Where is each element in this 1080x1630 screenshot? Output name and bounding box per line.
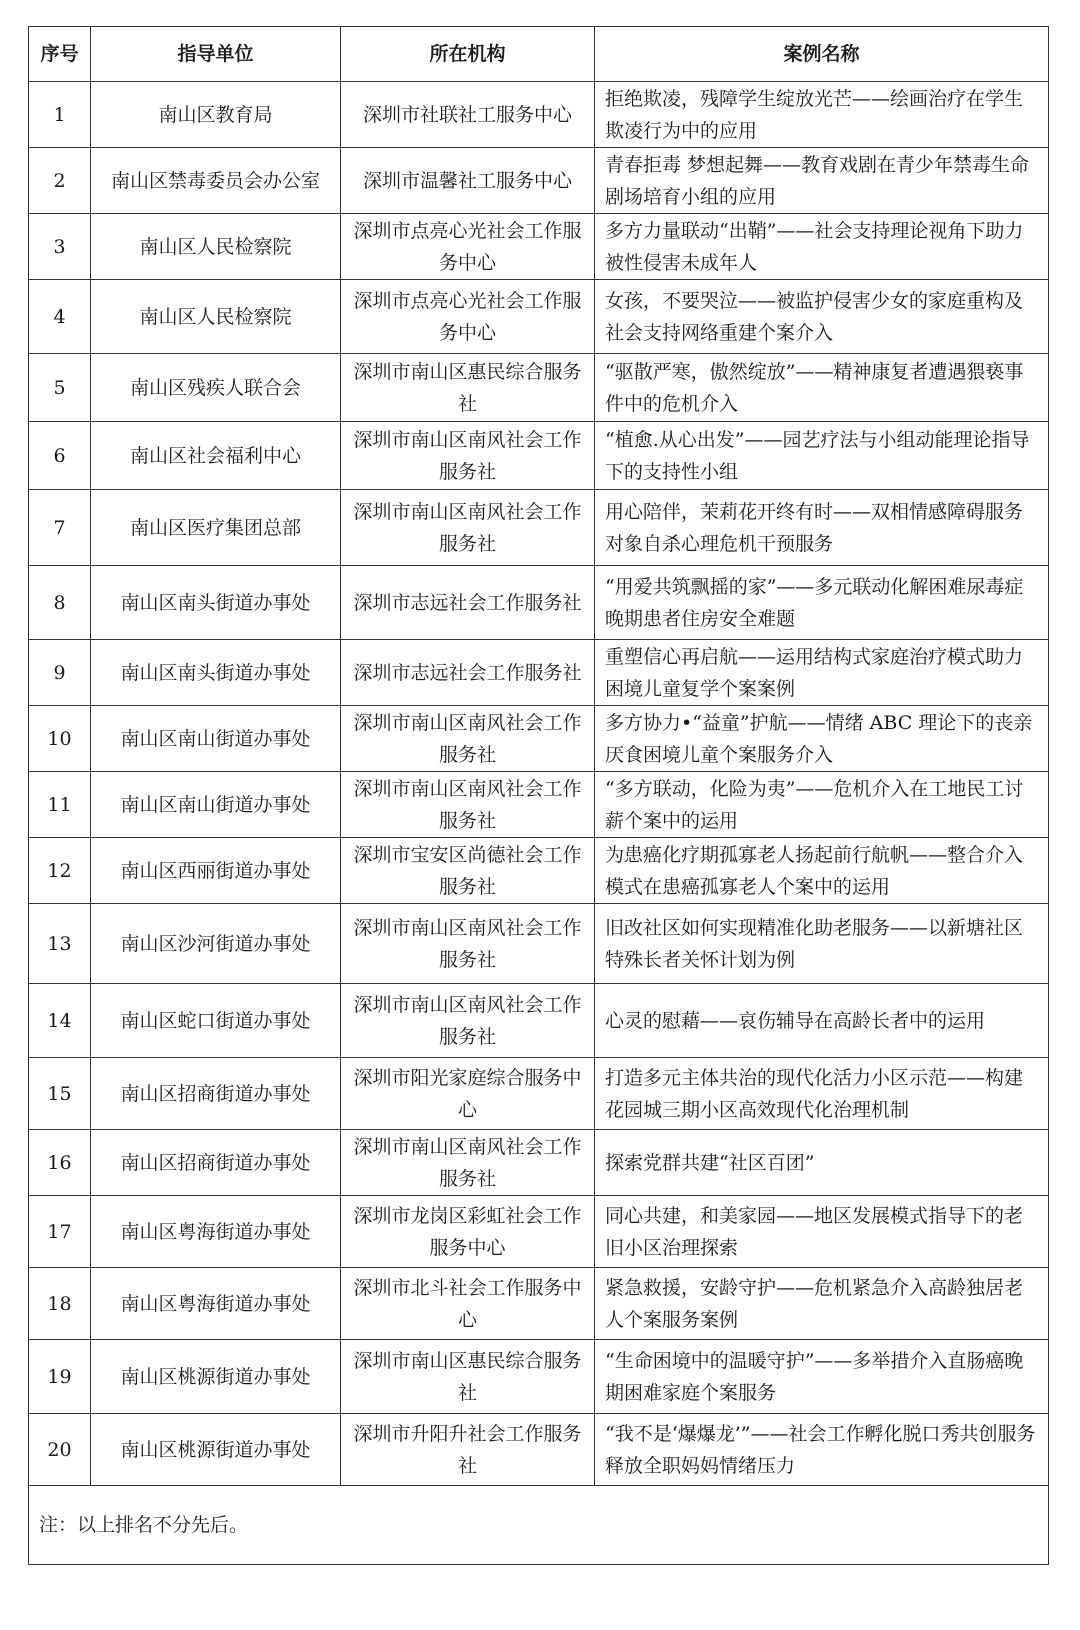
row-guiding-unit: 南山区残疾人联合会 <box>91 354 341 422</box>
table-row <box>29 82 1049 148</box>
row-organization: 深圳市北斗社会工作服务中心 <box>341 1268 595 1340</box>
row-case-name: 紧急救援，安龄守护——危机紧急介入高龄独居老人个案服务案例 <box>595 1268 1049 1340</box>
row-organization: 深圳市南山区南风社会工作服务社 <box>341 772 595 838</box>
row-guiding-unit: 南山区蛇口街道办事处 <box>91 984 341 1058</box>
row-index: 3 <box>29 214 91 280</box>
row-case-name: “生命困境中的温暖守护”——多举措介入直肠癌晚期困难家庭个案服务 <box>595 1340 1049 1414</box>
header-index: 序号 <box>29 27 91 82</box>
row-case-name: “多方联动，化险为夷”——危机介入在工地民工讨薪个案中的运用 <box>595 772 1049 838</box>
row-index: 18 <box>29 1268 91 1340</box>
table-row <box>29 640 1049 706</box>
row-organization: 深圳市升阳升社会工作服务社 <box>341 1414 595 1486</box>
row-index: 7 <box>29 490 91 566</box>
row-guiding-unit: 南山区桃源街道办事处 <box>91 1414 341 1486</box>
row-index: 14 <box>29 984 91 1058</box>
row-case-name: 探索党群共建“社区百团” <box>595 1130 1049 1196</box>
table-row <box>29 490 1049 566</box>
table-row <box>29 354 1049 422</box>
table-row <box>29 772 1049 838</box>
table-row <box>29 1268 1049 1340</box>
row-case-name: 多方协力•“益童”护航——情绪 ABC 理论下的丧亲厌食困境儿童个案服务介入 <box>595 706 1049 772</box>
footnote: 注：以上排名不分先后。 <box>29 1486 1049 1565</box>
row-guiding-unit: 南山区南头街道办事处 <box>91 566 341 640</box>
table-row <box>29 706 1049 772</box>
row-guiding-unit: 南山区南山街道办事处 <box>91 772 341 838</box>
row-index: 17 <box>29 1196 91 1268</box>
table-row <box>29 838 1049 904</box>
row-organization: 深圳市南山区南风社会工作服务社 <box>341 706 595 772</box>
row-case-name: 打造多元主体共治的现代化活力小区示范——构建花园城三期小区高效现代化治理机制 <box>595 1058 1049 1130</box>
row-index: 11 <box>29 772 91 838</box>
table-row <box>29 280 1049 354</box>
row-case-name: 重塑信心再启航——运用结构式家庭治疗模式助力困境儿童复学个案案例 <box>595 640 1049 706</box>
row-organization: 深圳市社联社工服务中心 <box>341 82 595 148</box>
row-organization: 深圳市志远社会工作服务社 <box>341 566 595 640</box>
header-organization: 所在机构 <box>341 27 595 82</box>
header-case-name: 案例名称 <box>595 27 1049 82</box>
row-guiding-unit: 南山区西丽街道办事处 <box>91 838 341 904</box>
row-case-name: 拒绝欺凌，残障学生绽放光芒——绘画治疗在学生欺凌行为中的应用 <box>595 82 1049 148</box>
table-row <box>29 214 1049 280</box>
table-row <box>29 1340 1049 1414</box>
table-row <box>29 148 1049 214</box>
table-row <box>29 904 1049 984</box>
header-guiding-unit: 指导单位 <box>91 27 341 82</box>
row-guiding-unit: 南山区人民检察院 <box>91 214 341 280</box>
row-organization: 深圳市温馨社工服务中心 <box>341 148 595 214</box>
row-index: 6 <box>29 422 91 490</box>
row-case-name: “植愈.从心出发”——园艺疗法与小组动能理论指导下的支持性小组 <box>595 422 1049 490</box>
table-header-row <box>29 27 1049 82</box>
row-case-name: 青春拒毒 梦想起舞——教育戏剧在青少年禁毒生命剧场培育小组的应用 <box>595 148 1049 214</box>
row-case-name: 同心共建，和美家园——地区发展模式指导下的老旧小区治理探索 <box>595 1196 1049 1268</box>
row-index: 9 <box>29 640 91 706</box>
row-organization: 深圳市点亮心光社会工作服务中心 <box>341 214 595 280</box>
row-organization: 深圳市南山区惠民综合服务社 <box>341 1340 595 1414</box>
table-row <box>29 1196 1049 1268</box>
row-index: 10 <box>29 706 91 772</box>
row-case-name: 用心陪伴，茉莉花开终有时——双相情感障碍服务对象自杀心理危机干预服务 <box>595 490 1049 566</box>
table-row <box>29 566 1049 640</box>
row-organization: 深圳市南山区南风社会工作服务社 <box>341 984 595 1058</box>
row-index: 1 <box>29 82 91 148</box>
row-index: 8 <box>29 566 91 640</box>
row-index: 13 <box>29 904 91 984</box>
row-guiding-unit: 南山区招商街道办事处 <box>91 1058 341 1130</box>
row-organization: 深圳市阳光家庭综合服务中心 <box>341 1058 595 1130</box>
row-guiding-unit: 南山区粤海街道办事处 <box>91 1268 341 1340</box>
row-case-name: 为患癌化疗期孤寡老人扬起前行航帆——整合介入模式在患癌孤寡老人个案中的运用 <box>595 838 1049 904</box>
row-organization: 深圳市龙岗区彩虹社会工作服务中心 <box>341 1196 595 1268</box>
note-row <box>29 1486 1049 1565</box>
row-case-name: 心灵的慰藉——哀伤辅导在高龄长者中的运用 <box>595 984 1049 1058</box>
table-row <box>29 1130 1049 1196</box>
row-guiding-unit: 南山区禁毒委员会办公室 <box>91 148 341 214</box>
row-organization: 深圳市南山区南风社会工作服务社 <box>341 904 595 984</box>
row-guiding-unit: 南山区教育局 <box>91 82 341 148</box>
case-list-table <box>28 26 1049 1565</box>
row-case-name: “用爱共筑飘摇的家”——多元联动化解困难尿毒症晚期患者住房安全难题 <box>595 566 1049 640</box>
row-guiding-unit: 南山区医疗集团总部 <box>91 490 341 566</box>
row-case-name: 女孩，不要哭泣——被监护侵害少女的家庭重构及社会支持网络重建个案介入 <box>595 280 1049 354</box>
row-organization: 深圳市南山区南风社会工作服务社 <box>341 422 595 490</box>
row-case-name: 多方力量联动“出鞘”——社会支持理论视角下助力被性侵害未成年人 <box>595 214 1049 280</box>
row-index: 2 <box>29 148 91 214</box>
row-case-name: “我不是‘爆爆龙’”——社会工作孵化脱口秀共创服务释放全职妈妈情绪压力 <box>595 1414 1049 1486</box>
row-guiding-unit: 南山区沙河街道办事处 <box>91 904 341 984</box>
row-guiding-unit: 南山区社会福利中心 <box>91 422 341 490</box>
row-guiding-unit: 南山区桃源街道办事处 <box>91 1340 341 1414</box>
table-row <box>29 1058 1049 1130</box>
row-guiding-unit: 南山区人民检察院 <box>91 280 341 354</box>
table-row <box>29 1414 1049 1486</box>
row-guiding-unit: 南山区南山街道办事处 <box>91 706 341 772</box>
row-organization: 深圳市志远社会工作服务社 <box>341 640 595 706</box>
row-guiding-unit: 南山区粤海街道办事处 <box>91 1196 341 1268</box>
row-index: 19 <box>29 1340 91 1414</box>
row-guiding-unit: 南山区招商街道办事处 <box>91 1130 341 1196</box>
row-organization: 深圳市南山区南风社会工作服务社 <box>341 490 595 566</box>
table-row <box>29 422 1049 490</box>
row-index: 16 <box>29 1130 91 1196</box>
row-index: 4 <box>29 280 91 354</box>
row-index: 15 <box>29 1058 91 1130</box>
row-case-name: “驱散严寒，傲然绽放”——精神康复者遭遇猥亵事件中的危机介入 <box>595 354 1049 422</box>
row-organization: 深圳市南山区南风社会工作服务社 <box>341 1130 595 1196</box>
row-index: 20 <box>29 1414 91 1486</box>
row-organization: 深圳市点亮心光社会工作服务中心 <box>341 280 595 354</box>
row-index: 5 <box>29 354 91 422</box>
row-index: 12 <box>29 838 91 904</box>
row-organization: 深圳市南山区惠民综合服务社 <box>341 354 595 422</box>
row-case-name: 旧改社区如何实现精准化助老服务——以新塘社区特殊长者关怀计划为例 <box>595 904 1049 984</box>
row-organization: 深圳市宝安区尚德社会工作服务社 <box>341 838 595 904</box>
table-row <box>29 984 1049 1058</box>
row-guiding-unit: 南山区南头街道办事处 <box>91 640 341 706</box>
